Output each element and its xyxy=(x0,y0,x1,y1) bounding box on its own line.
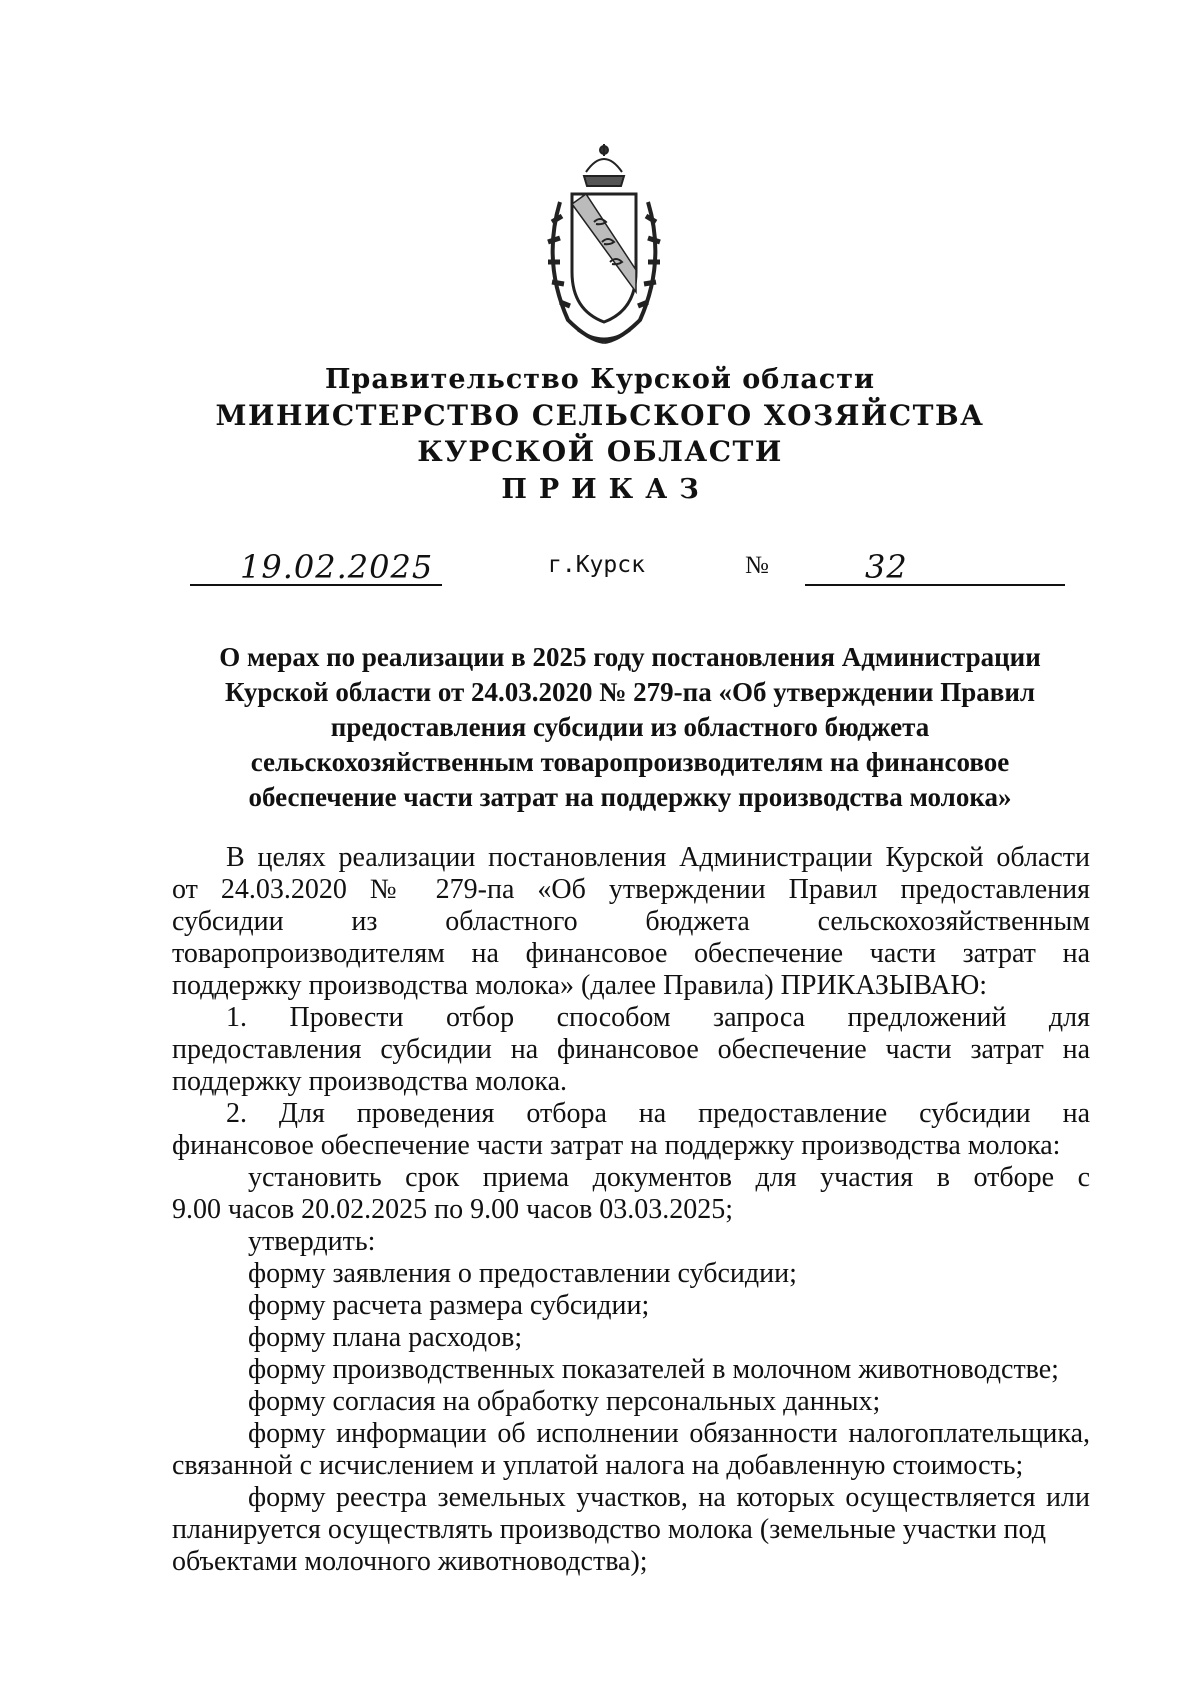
body-line: утвердить: xyxy=(248,1226,376,1257)
body-line: субсидии из областного бюджета сельскохозяйственным xyxy=(172,906,1090,937)
body-line: поддержку производства молока» (далее Правила) ПРИКАЗЫВАЮ: xyxy=(172,970,988,1001)
order-title xyxy=(170,640,1090,815)
document-type: ПРИКАЗ xyxy=(501,474,711,505)
body-line: форму расчета размера субсидии; xyxy=(248,1290,650,1321)
body-line: финансовое обеспечение части затрат на поддержку производства молока: xyxy=(172,1130,1061,1161)
title-line: сельскохозяйственным товаропроизводителям на финансовое xyxy=(250,747,1010,777)
body-line: форму заявления о предоставлении субсидии; xyxy=(248,1258,797,1289)
body-line: В целях реализации постановления Администрации Курской области xyxy=(226,842,1090,873)
government-name: Правительство Курской области xyxy=(324,364,876,395)
body-line: связанной с исчислением и уплатой налога на добавленную стоимость; xyxy=(172,1450,1024,1481)
document-header xyxy=(0,362,1200,510)
ministry-name: МИНИСТЕРСТВО СЕЛЬСКОГО ХОЗЯЙСТВА xyxy=(215,399,985,432)
title-line: обеспечение части затрат на поддержку производства молока» xyxy=(248,782,1012,812)
body-line: форму информации об исполнении обязанности налогоплательщика, xyxy=(248,1418,1090,1449)
body-line: объектами молочного животноводства); xyxy=(172,1546,648,1577)
body-line: от 24.03.2020 № 279-па «Об утверждении Правил предоставления xyxy=(172,874,1090,905)
body-line: поддержку производства молока. xyxy=(172,1066,568,1097)
body-line: установить срок приема документов для участия в отборе с xyxy=(248,1162,1090,1193)
title-line: Курской области от 24.03.2020 № 279-па «Об утверждении Правил xyxy=(224,677,1036,707)
body-line: форму согласия на обработку персональных данных; xyxy=(248,1386,881,1417)
coat-of-arms-emblem xyxy=(538,142,670,350)
body-line: 9.00 часов 20.02.2025 по 9.00 часов 03.03.2025; xyxy=(172,1194,734,1225)
title-line: предоставления субсидии из областного бюджета xyxy=(330,712,930,742)
region-name: КУРСКОЙ ОБЛАСТИ xyxy=(417,435,783,468)
body-line: 1. Провести отбор способом запроса предложений для xyxy=(226,1002,1090,1033)
order-body xyxy=(172,842,1090,1578)
body-line: 2. Для проведения отбора на предоставление субсидии на xyxy=(226,1098,1090,1129)
handwritten-date: 19.02.2025 xyxy=(240,548,434,586)
body-line: форму производственных показателей в молочном животноводстве; xyxy=(248,1354,1059,1385)
body-line: планируется осуществлять производство молока (земельные участки под xyxy=(172,1514,1046,1545)
date-field xyxy=(190,548,442,586)
body-line: товаропроизводителям на финансовое обеспечение части затрат на xyxy=(172,938,1090,969)
handwritten-number: 32 xyxy=(865,548,908,586)
number-field xyxy=(805,548,1065,586)
body-line: форму плана расходов; xyxy=(248,1322,523,1353)
title-line: О мерах по реализации в 2025 году постановления Администрации xyxy=(219,642,1041,672)
body-line: форму реестра земельных участков, на которых осуществляется или xyxy=(248,1482,1090,1513)
body-line: предоставления субсидии на финансовое обеспечение части затрат на xyxy=(172,1034,1090,1065)
number-sign: № xyxy=(745,552,769,579)
city-label: г.Курск xyxy=(548,552,645,578)
